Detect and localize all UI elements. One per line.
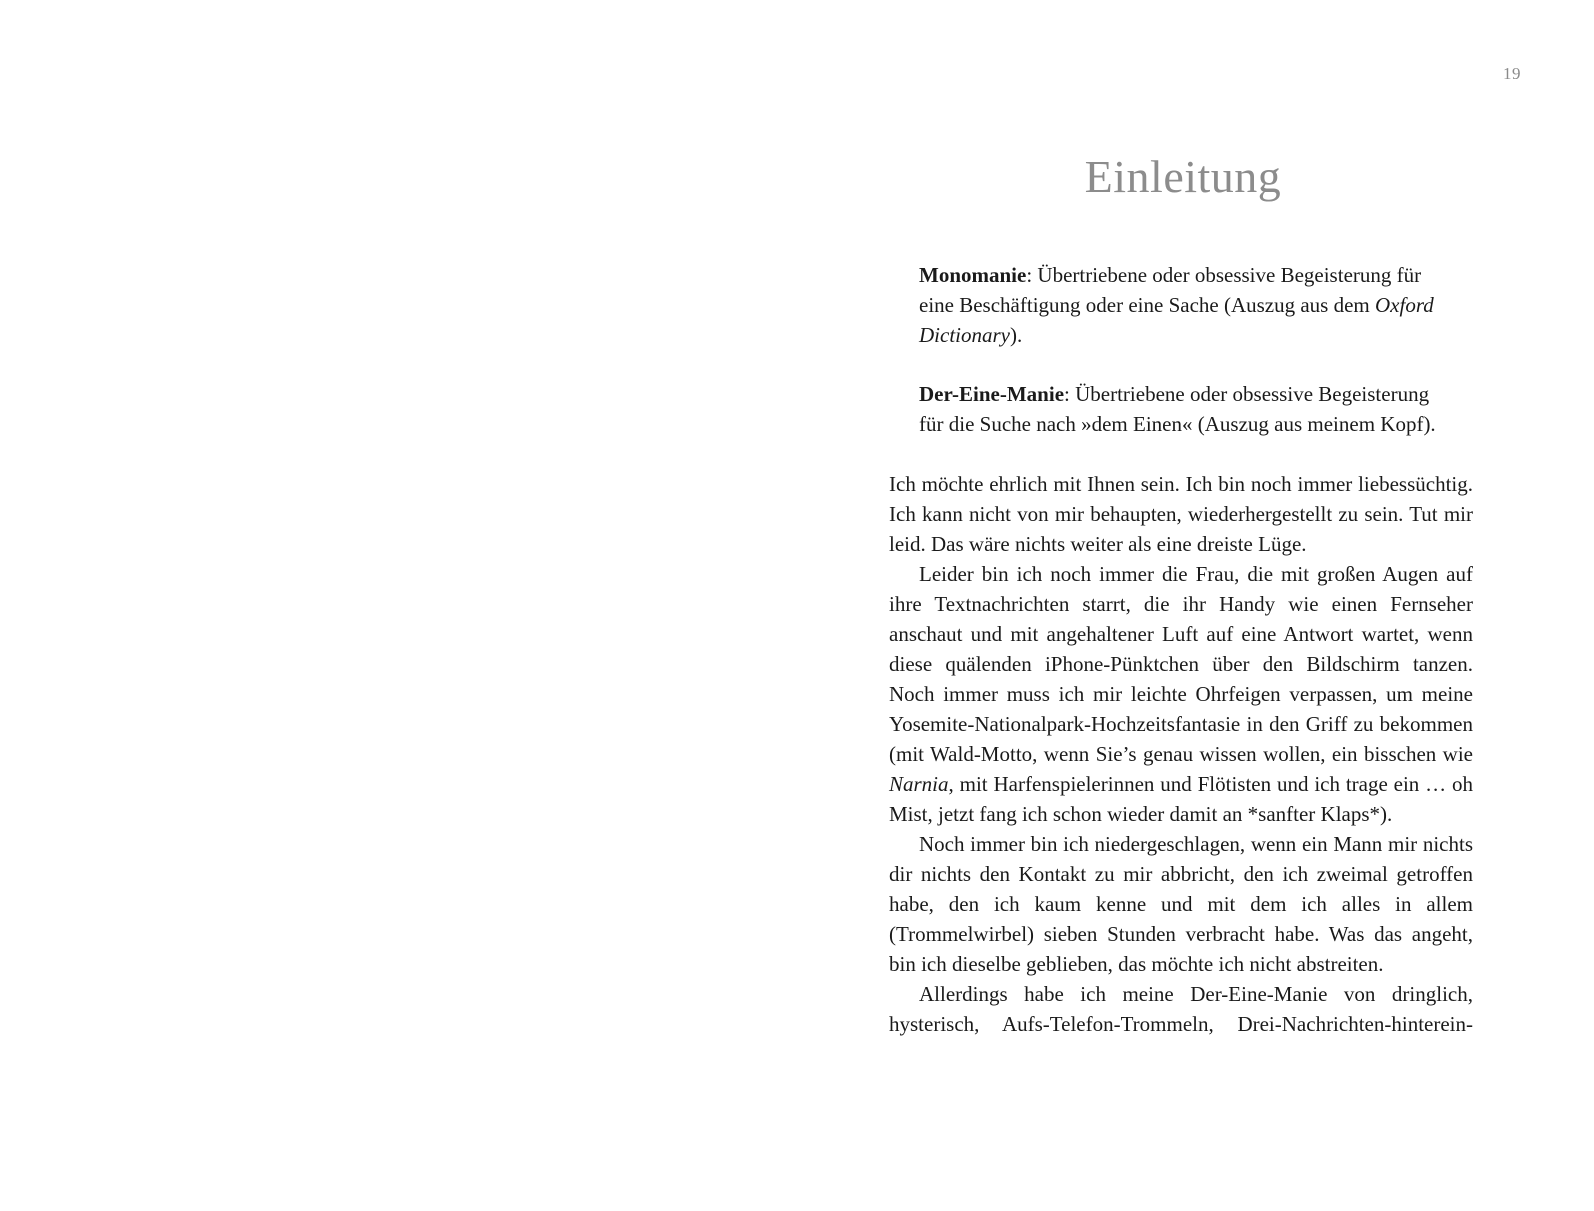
definition-text-end: ).: [1009, 323, 1023, 347]
definition-der-eine-manie: [919, 379, 1447, 439]
definition-term: Monomanie: [919, 263, 1027, 287]
chapter-title: Einleitung: [1084, 151, 1282, 202]
paragraph-2-title: Narnia: [889, 772, 949, 796]
definition-monomanie: [919, 260, 1447, 350]
definition-source-title: Oxford Dictionary: [919, 293, 1434, 347]
definition-text: : Übertriebene oder obsessive Begeisterung für eine Beschäftigung oder eine Sache (Auszug aus dem: [919, 263, 1422, 317]
paragraph-1: Ich möchte ehrlich mit Ihnen sein. Ich bin noch immer liebessüchtig. Ich kann nicht von mir behaupten, wiederhergestellt zu sein. Tut mir leid. Das wäre nichts weiter als eine dreiste Lüge.: [889, 472, 1473, 556]
paragraph-2-text-end: , mit Harfenspielerinnen und Flötisten und ich trage ein … oh Mist, jetzt fang ich schon wieder damit an *sanfter Klaps*).: [889, 772, 1473, 826]
paragraph-2: [889, 559, 1473, 829]
page-number: 19: [1503, 64, 1521, 83]
definition-text: : Übertriebene oder obsessive Begeisterung für die Suche nach »dem Einen« (Auszug aus meinem Kopf).: [919, 382, 1436, 436]
right-page: [797, 0, 1594, 1211]
paragraph-3: Noch immer bin ich niedergeschlagen, wenn ein Mann mir nichts dir nichts den Kontakt zu mir abbricht, den ich zweimal getroffen habe, den ich kaum kenne und mit dem ich alles in allem (Trommelwirbel) sieben Stunden verbracht habe. Was das angeht, bin ich dieselbe geblieben, das möchte ich nicht abstreiten.: [889, 832, 1473, 976]
body-text: [889, 469, 1473, 1039]
paragraph-4: Allerdings habe ich meine Der-Eine-Manie von dringlich, hysterisch, Aufs-Telefon-Trommeln, Drei-Nachrichten-hinterein-: [889, 982, 1473, 1036]
paragraph-2-text: Leider bin ich noch immer die Frau, die mit großen Augen auf ihre Textnachrichten starrt, die ihr Handy wie einen Fernseher anschaut und mit angehaltener Luft auf eine Antwort wartet, wenn diese quälenden iPhone-Pünktchen über den Bildschirm tanzen. Noch immer muss ich mir leichte Ohrfeigen verpassen, um meine Yosemite-Nationalpark-Hochzeitsfantasie in den Griff zu bekommen (mit Wald-Motto, wenn Sie’s genau wissen wollen, ein bisschen wie: [889, 562, 1473, 766]
epigraph: [919, 260, 1447, 468]
definition-term: Der-Eine-Manie: [919, 382, 1065, 406]
